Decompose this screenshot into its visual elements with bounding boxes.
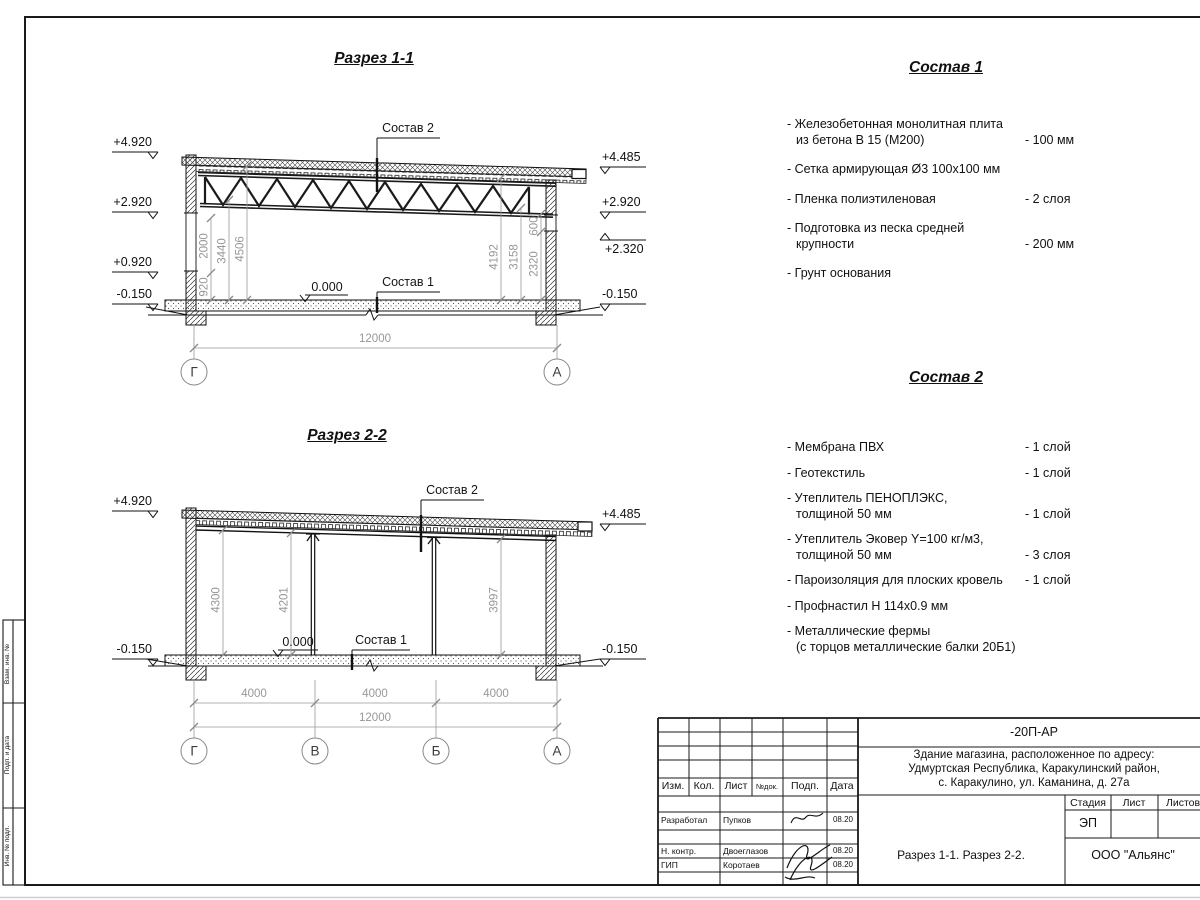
item-text: - Геотекстиль [787,465,866,480]
tb-col-podp: Подп. [791,780,819,792]
axis-label: В [310,743,320,759]
dimension-label: 3158 [508,244,521,270]
item-text: - Металлические фермы [787,624,931,638]
item-text: крупности [796,236,855,251]
item-value: - 1 слой [1025,465,1071,480]
floor-and-ground [146,655,603,680]
axis-label: Г [190,743,198,759]
tb-name: Двоеглазов [723,846,769,856]
item-value: - 1 слой [1025,440,1071,454]
foundation-right [536,666,556,680]
foundation-right [536,311,556,325]
item-text: - Утеплитель ПЕНОПЛЭКС, [787,491,948,505]
dimension-label: 4000 [362,688,388,700]
tb-date: 08.20 [832,815,854,824]
list-item [787,221,1117,252]
item-value: - 2 слоя [1025,191,1071,206]
signature-razrabotal [791,813,823,823]
tb-col-kol: Кол. [693,780,715,792]
frame-attr-label: Взам. инв. № [3,643,11,685]
item-value: - 100 мм [1025,132,1075,147]
dimension-label: 4192 [488,244,501,270]
tb-stage-value: ЭП [1079,816,1097,830]
list-item [787,162,1117,178]
wall-left [186,508,196,666]
item-text: - Пароизоляция для плоских кровель [787,573,1003,587]
list-item [787,117,1117,148]
sostav-1-list [787,117,1117,296]
item-text: - Подготовка из песка средней [787,221,965,235]
zero-level-label: 0.000 [282,635,314,649]
item-text: - Утеплитель Эковер Y=100 кг/м3, [787,532,984,546]
dimension-label: 2000 [198,233,211,259]
item-text: - Сетка армирующая Ø3 100х100 мм [787,162,1001,176]
callout-label: Состав 2 [426,483,478,497]
section-1-title: Разрез 1-1 [334,50,414,67]
item-text: толщиной 50 мм [796,506,892,521]
dimension-label: 4300 [210,587,223,613]
list-item [787,599,1117,615]
tb-date: 08.20 [832,860,854,869]
section-2-2-drawing [95,420,695,770]
elevation-label: +4.485 [602,150,641,164]
sostav-2-title: Состав 2 [909,369,983,386]
floor-and-ground [146,300,603,325]
axis-label: Б [431,743,441,759]
roof-edge-cap [572,170,586,179]
item-value: - 1 слой [1025,506,1071,521]
elevation-label: +2.320 [605,242,644,256]
axis-circles [181,738,570,764]
elevation-label: +4.920 [113,135,152,149]
list-item [787,491,1117,522]
elevation-label: -0.150 [602,642,638,656]
list-item [787,192,1117,208]
object-address-line: Удмуртская Республика, Каракулинский район, [908,763,1160,775]
tb-col-izm: Изм. [661,780,685,792]
roof-edge-cap [578,522,592,531]
sostav-2-list [787,440,1117,665]
dimension-label: 600 [528,216,541,236]
tb-role: ГИП [661,860,678,870]
item-text: - Мембрана ПВХ [787,440,885,454]
item-text: из бетона В 15 (М200) [796,132,925,147]
elevation-label: -0.150 [116,287,152,301]
list-item [787,440,1117,456]
wall-right [546,535,556,666]
tb-sheets-col: Листов [1165,797,1200,809]
list-item [787,266,1117,282]
callout-label: Состав 1 [355,633,407,647]
item-text: - Профнастил Н 114х0.9 мм [787,598,949,613]
item-value: - 3 слоя [1025,547,1071,562]
foundation-left [186,311,206,325]
callout-label: Состав 1 [382,275,434,289]
frame-attr-label: Инв. № подл. [3,825,11,867]
dimension-label: 920 [198,277,211,297]
elevation-label: +2.920 [113,195,152,209]
tb-company: ООО "Альянс" [1091,848,1175,862]
section-1-1-drawing [95,35,695,400]
tb-sheet-col: Лист [1122,797,1146,809]
dimension-label: 4000 [241,688,267,700]
dimension-label: 3997 [488,587,501,613]
list-item [787,466,1117,482]
elevation-label: -0.150 [602,287,638,301]
axis-circles [181,359,570,385]
object-address-line: Здание магазина, расположенное по адресу: [913,749,1155,761]
sostav-1-title: Состав 1 [909,59,983,76]
item-text: - Пленка полиэтиленовая [787,191,936,206]
zero-level-label: 0.000 [311,280,343,294]
signature-gip [785,845,832,880]
roof-assembly [182,510,592,541]
dimension-label: 4000 [483,688,509,700]
tb-date: 08.20 [832,846,854,855]
object-address-line: с. Каракулино, ул. Каманина, д. 27а [938,777,1130,789]
dimension-label: 12000 [359,712,391,724]
tb-col-data: Дата [830,780,854,792]
tb-role: Разработал [661,815,708,825]
tb-role: Н. контр. [661,846,697,856]
item-text: - Грунт основания [787,266,892,280]
list-item [787,624,1117,655]
list-item [787,573,1117,589]
axis-label: А [552,743,562,759]
list-item [787,532,1117,563]
elevation-label: -0.150 [116,642,152,656]
dimension-label: 4506 [234,236,247,262]
tb-col-list: Лист [724,780,748,792]
dimension-label: 3440 [216,238,229,264]
axis-label: Г [190,364,198,380]
elevation-label: +0.920 [113,255,152,269]
tb-name: Коротаев [723,860,760,870]
doc-number: -20П-АР [1010,725,1058,739]
column-axis-b [432,538,435,656]
callout-label: Состав 2 [382,121,434,135]
wall-right [546,180,556,311]
frame-attr-label: Подп. и дата [3,735,11,775]
dimension-label: 12000 [359,333,391,345]
item-value: - 1 слой [1025,573,1071,587]
elevation-label: +2.920 [602,195,641,209]
item-text: толщиной 50 мм [796,547,892,562]
signature-scribbles [785,813,832,880]
section-2-title: Разрез 2-2 [307,427,387,444]
tb-stage-col: Стадия [1070,797,1106,809]
tb-name: Пупков [723,815,752,825]
axis-label: А [552,364,562,380]
foundation-left [186,666,206,680]
item-text: - Железобетонная монолитная плита [787,117,1003,131]
elevation-label: +4.485 [602,507,641,521]
tb-col-ndok: №док. [756,782,778,791]
item-text: (с торцов металлические балки 20Б1) [796,639,1016,654]
elevation-label: +4.920 [113,494,152,508]
truss-bottom-chord [200,204,553,218]
dimension-label: 4201 [278,587,291,613]
item-value: - 200 мм [1025,236,1075,251]
tb-sheet-name: Разрез 1-1. Разрез 2-2. [897,848,1025,862]
dimension-label: 2320 [528,251,541,277]
